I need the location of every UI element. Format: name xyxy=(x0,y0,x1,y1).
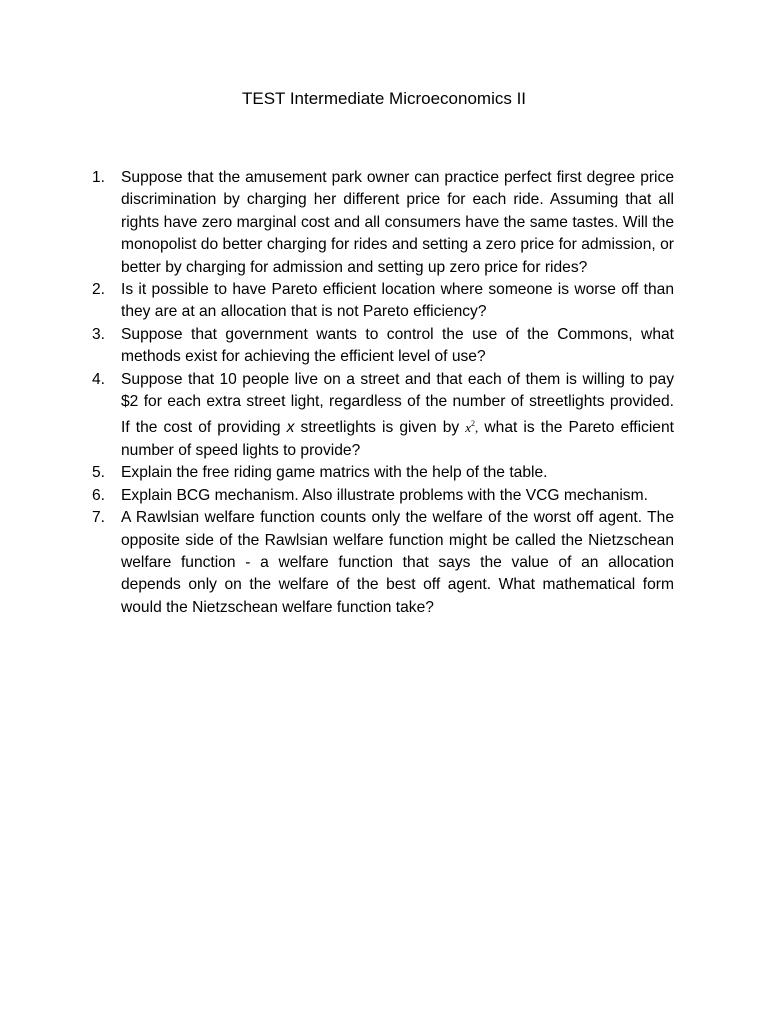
question-text: Explain BCG mechanism. Also illustrate problems with the VCG mechanism. xyxy=(121,486,648,504)
question-text: A Rawlsian welfare function counts only the welfare of the worst off agent. The opposite side of the Rawlsian welfare function might be called the Nietzschean welfare function - a welfare function that says the value of an allocation depends only on the welfare of the best off agent. What mathematical form would the Nietzschean welfare function take? xyxy=(121,509,674,616)
question-item-4 xyxy=(92,369,674,463)
question-item-3 xyxy=(92,324,674,369)
question-text-middle: streetlights is given by xyxy=(294,419,466,437)
question-number: 7. xyxy=(92,509,106,527)
question-item-2 xyxy=(92,279,674,324)
question-text: Suppose that government wants to control the use of the Commons, what methods exist for achieving the efficient level of use? xyxy=(121,325,674,366)
question-item-5 xyxy=(92,462,674,484)
question-text-after: what is the Pareto efficient number of speed lights to provide? xyxy=(121,419,674,459)
question-item-7 xyxy=(92,507,674,619)
question-text xyxy=(121,369,674,463)
question-item-6 xyxy=(92,485,674,507)
variable-x: x xyxy=(286,419,295,437)
document-title: TEST Intermediate Microeconomics II xyxy=(241,89,527,108)
question-number: 3. xyxy=(92,325,106,343)
question-text: Explain the free riding game matrics with the help of the table. xyxy=(121,464,548,482)
question-item-1 xyxy=(92,167,674,279)
question-list xyxy=(92,167,674,619)
formula-base: x xyxy=(465,420,472,436)
formula-exponent: 2 xyxy=(471,419,476,429)
question-number: 6. xyxy=(92,486,106,504)
formula-punct: , xyxy=(475,420,479,436)
question-number: 5. xyxy=(92,464,106,482)
question-text: Is it possible to have Pareto efficient location where someone is worse off than they are at an allocation that is not Pareto efficiency? xyxy=(121,281,674,321)
question-text-before: Suppose that 10 people live on a street and that each of them is willing to pay $2 for each extra street light, regardless of the number of streetlights provided. If the cost of providing xyxy=(121,370,674,437)
question-text: Suppose that the amusement park owner can practice perfect first degree price discrimination by charging her different price for each ride. Assuming that all rights have zero marginal cost and all consumers have the same tastes. Will the monopolist do better charging for rides and setting a zero price for admission, or better by charging for admission and setting up zero price for rides? xyxy=(121,169,674,276)
cost-formula xyxy=(465,420,478,435)
question-number: 1. xyxy=(92,169,106,186)
question-number: 4. xyxy=(92,370,106,388)
question-number: 2. xyxy=(92,281,106,299)
